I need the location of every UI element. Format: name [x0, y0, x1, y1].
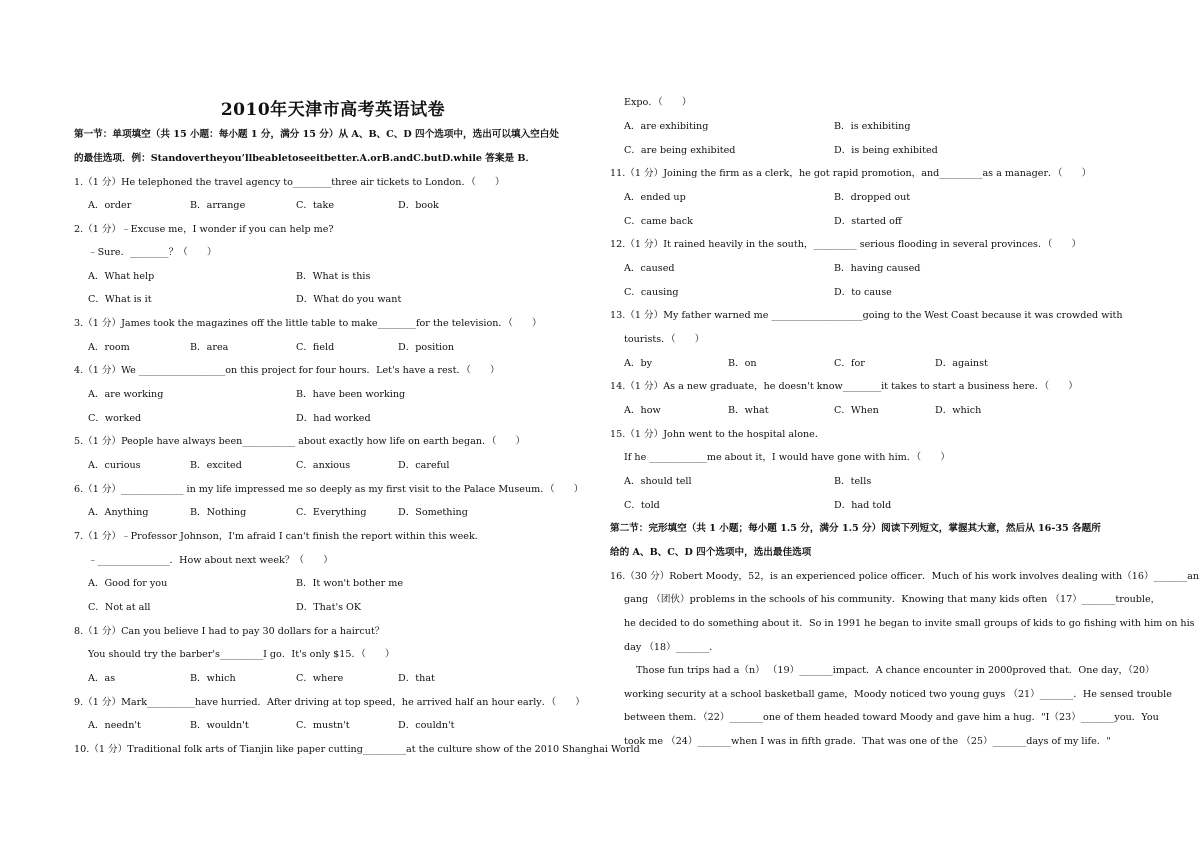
option-c: C．are being exhibited: [624, 145, 736, 156]
passage-line: working security at a school basketball game，Moody noticed two young guys （21）_______．He sensed trouble: [624, 689, 1172, 700]
passage-line: Those fun trips had a（n） （19）_______impact．A chance encounter in 2000proved that．One day，（20）: [636, 665, 1155, 676]
option-b: B．dropped out: [834, 192, 911, 203]
option-a: A．caused: [624, 263, 675, 274]
question-stem: 11.（1 分）Joining the firm as a clerk，he got rapid promotion，and_________as a manager．（ ）: [610, 168, 1092, 179]
option-c: C．for: [834, 358, 865, 369]
option-b: B．having caused: [834, 263, 921, 274]
option-c: C．where: [296, 673, 344, 684]
passage-line: took me （24）_______when I was in fifth grade．That was one of the （25）_______days of my life．": [624, 736, 1111, 747]
option-d: D．had worked: [296, 413, 371, 424]
option-c: C．told: [624, 500, 660, 511]
passage-line: he decided to do something about it．So in 1991 he began to invite small groups of kids to go fishing with him on his: [624, 618, 1195, 629]
question-stem: 10.（1 分）Traditional folk arts of Tianjin like paper cutting_________at the culture show of the 2010 Shanghai World: [74, 744, 640, 755]
option-a: A．Anything: [88, 507, 149, 518]
option-a: A．how: [624, 405, 661, 416]
passage-line: between them．（22）_______one of them headed toward Moody and gave him a hug．"I（23）_______you．You: [624, 712, 1159, 723]
option-a: A．needn't: [88, 720, 141, 731]
passage-line: 16.（30 分）Robert Moody，52，is an experienced police officer．Much of his work involves dealing with（16）_______an: [610, 571, 1200, 582]
option-a: A．What help: [88, 271, 155, 282]
question-stem: 2.（1 分）﹣Excuse me，I wonder if you can help me?: [74, 224, 334, 235]
option-b: B．Nothing: [190, 507, 247, 518]
option-a: A．are working: [88, 389, 164, 400]
option-d: D．started off: [834, 216, 902, 227]
question-stem: 7.（1 分）﹣Professor Johnson，I'm afraid I can't finish the report within this week．: [74, 531, 485, 542]
option-b: B．area: [190, 342, 229, 353]
option-c: C．came back: [624, 216, 693, 227]
question-stem: 3.（1 分）James took the magazines off the little table to make________for the television．（ ）: [74, 318, 542, 329]
question-stem: If he ____________me about it，I would have gone with him．（ ）: [624, 452, 950, 463]
question-stem: 14.（1 分）As a new graduate，he doesn't know________it takes to start a business here．（ ）: [610, 381, 1078, 392]
option-b: B．excited: [190, 460, 242, 471]
question-stem: ﹣Sure．________？（ ）: [88, 247, 217, 258]
question-stem: 8.（1 分）Can you believe I had to pay 30 dollars for a haircut？: [74, 626, 385, 637]
option-d: D．book: [398, 200, 439, 211]
option-b: B．have been working: [296, 389, 406, 400]
option-d: D．position: [398, 342, 455, 353]
option-c: C．take: [296, 200, 335, 211]
option-a: A．room: [88, 342, 130, 353]
option-d: D．that: [398, 673, 435, 684]
question-stem: 12.（1 分）It rained heavily in the south，_________ serious flooding in several provinces．（ ）: [610, 239, 1082, 250]
question-stem: 6.（1 分）_____________ in my life impressed me so deeply as my first visit to the Palace Museum．（ ）: [74, 484, 584, 495]
option-b: B．is exhibiting: [834, 121, 911, 132]
option-d: D．to cause: [834, 287, 892, 298]
section1-heading-line2: 的最佳选项．例：Standovertheyou’llbeabletoseeitbetter.A.orB.andC.butD.while 答案是 B．: [74, 153, 536, 164]
option-a: A．order: [88, 200, 132, 211]
option-c: C．mustn't: [296, 720, 350, 731]
option-c: C．When: [834, 405, 879, 416]
option-b: B．wouldn't: [190, 720, 249, 731]
option-c: C．Not at all: [88, 602, 151, 613]
question-stem: Expo．（ ）: [624, 97, 692, 108]
page-title: 2010年天津市高考英语试卷: [220, 100, 446, 120]
option-b: B．what: [728, 405, 769, 416]
section2-heading-line2: 给的 A、B、C、D 四个选项中，选出最佳选项: [610, 547, 812, 558]
question-stem: tourists．（ ）: [624, 334, 705, 345]
option-c: C．What is it: [88, 294, 152, 305]
option-c: C．field: [296, 342, 335, 353]
option-b: B．tells: [834, 476, 872, 487]
option-c: C．causing: [624, 287, 679, 298]
option-d: D．which: [935, 405, 982, 416]
option-c: C．anxious: [296, 460, 351, 471]
option-a: A．curious: [88, 460, 141, 471]
option-c: C．worked: [88, 413, 142, 424]
option-a: A．as: [88, 673, 116, 684]
option-d: D．is being exhibited: [834, 145, 938, 156]
option-a: A．ended up: [624, 192, 686, 203]
option-b: B．What is this: [296, 271, 371, 282]
option-d: D．couldn't: [398, 720, 455, 731]
option-d: D．Something: [398, 507, 468, 518]
question-stem: 9.（1 分）Mark__________have hurried．After driving at top speed，he arrived half an hour early．（ ）: [74, 697, 585, 708]
question-stem: 15.（1 分）John went to the hospital alone．: [610, 429, 825, 440]
option-b: B．which: [190, 673, 236, 684]
question-stem: 5.（1 分）People have always been___________ about exactly how life on earth began．（ ）: [74, 436, 526, 447]
option-a: A．by: [624, 358, 653, 369]
option-a: A．are exhibiting: [624, 121, 709, 132]
question-stem: 1.（1 分）He telephoned the travel agency to________three air tickets to London．（ ）: [74, 177, 505, 188]
option-d: D．against: [935, 358, 988, 369]
option-b: B．arrange: [190, 200, 246, 211]
option-a: A．Good for you: [88, 578, 168, 589]
option-d: D．That's OK: [296, 602, 362, 613]
section1-heading-line1: 第一节：单项填空（共 15 小题：每小题 1 分，满分 15 分）从 A、B、C、D 四个选项中，选出可以填入空白处: [74, 129, 559, 140]
option-b: B．It won't bother me: [296, 578, 404, 589]
question-stem: You should try the barber's_________I go．It's only $15．（ ）: [88, 649, 395, 660]
option-d: D．had told: [834, 500, 892, 511]
option-a: A．should tell: [624, 476, 692, 487]
question-stem: 13.（1 分）My father warned me ___________________going to the West Coast because it was crowded with: [610, 310, 1123, 321]
question-stem: ﹣_______________．How about next week？（ ）: [88, 555, 333, 566]
section2-heading-line1: 第二节：完形填空（共 1 小题；每小题 1.5 分，满分 1.5 分）阅读下列短文，掌握其大意，然后从 16-35 各题所: [610, 523, 1101, 534]
option-d: D．What do you want: [296, 294, 402, 305]
passage-line: day （18）_______．: [624, 642, 719, 653]
passage-line: gang （团伙）problems in the schools of his community．Knowing that many kids often （17）_______trouble，: [624, 594, 1161, 605]
option-d: D．careful: [398, 460, 450, 471]
option-c: C．Everything: [296, 507, 367, 518]
question-stem: 4.（1 分）We __________________on this project for four hours．Let's have a rest．（ ）: [74, 365, 500, 376]
option-b: B．on: [728, 358, 757, 369]
